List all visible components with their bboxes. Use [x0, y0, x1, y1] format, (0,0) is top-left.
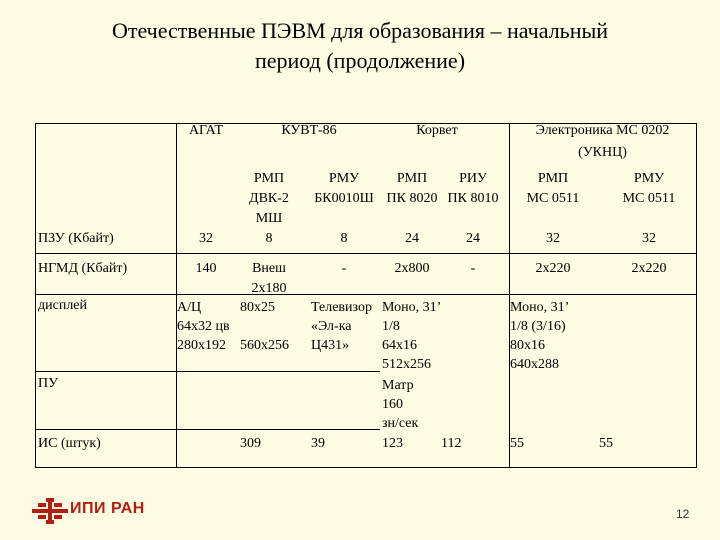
row-label-pu: ПУ [38, 376, 59, 391]
comparison-table [35, 123, 697, 468]
cell-display-agat-1: А/Ц [177, 300, 202, 315]
row-divider-pu-left [35, 371, 380, 372]
cell-ngmd-kuvt-rmp-1: Внеш [252, 261, 286, 276]
cell-display-korvet-1: Моно, 31’ [382, 300, 442, 315]
cell-display-el-1: Моно, 31’ [510, 300, 570, 315]
cell-is-korvet-riu: 112 [441, 436, 462, 451]
cell-is-korvet-rmp: 123 [382, 436, 403, 451]
cell-pzu-agat: 32 [199, 231, 213, 246]
ipi-ran-logo-icon [30, 496, 70, 526]
cell-display-kuvt-rmu-2: «Эл-ка [311, 319, 352, 334]
cell-ngmd-el-rmu: 2х220 [631, 261, 667, 276]
cell-is-el-rmu: 55 [599, 436, 613, 451]
cell-display-kuvt-rmu-1: Телевизор [311, 300, 372, 315]
cell-is-kuvt-rmu: 39 [311, 436, 325, 451]
sub-kuvt-rmp-3: МШ [255, 211, 283, 226]
cell-display-el-3: 80х16 [510, 338, 545, 353]
row-label-pzu: ПЗУ (Кбайт) [38, 231, 114, 246]
col-divider-agat [176, 123, 177, 468]
sub-korvet-riu-1: РИУ [459, 171, 487, 186]
sub-el-rmu-2: МС 0511 [622, 191, 676, 206]
cell-display-korvet-3: 64х16 [382, 338, 417, 353]
row-divider-pzu [35, 253, 697, 254]
cell-pu-korvet-1: Матр [382, 378, 414, 393]
row-label-display: дисплей [38, 298, 88, 313]
cell-pzu-el-rmp: 32 [546, 231, 560, 246]
header-elektronika: Электроника МС 0202 [535, 123, 670, 138]
cell-ngmd-korvet-rmp: 2х800 [394, 261, 430, 276]
cell-display-agat-2: 64х32 цв [177, 319, 230, 334]
row-divider-is-left [35, 429, 380, 430]
cell-display-korvet-2: 1/8 [382, 319, 400, 334]
table-border-right [696, 123, 697, 468]
slide-title-line-2: период (продолжение) [254, 48, 466, 73]
row-label-ngmd: НГМД (Кбайт) [38, 261, 128, 276]
cell-pzu-korvet-rmp: 24 [405, 231, 419, 246]
sub-kuvt-rmu-1: РМУ [328, 171, 360, 186]
cell-is-kuvt-rmp: 309 [240, 436, 261, 451]
cell-display-el-4: 640х288 [510, 357, 559, 372]
cell-is-el-rmp: 55 [510, 436, 524, 451]
cell-ngmd-agat: 140 [195, 261, 217, 276]
cell-ngmd-kuvt-rmu: - [341, 261, 347, 276]
cell-ngmd-korvet-riu: - [470, 261, 476, 276]
cell-pu-korvet-3: зн/сек [382, 416, 419, 431]
sub-el-rmp-1: РМП [537, 171, 569, 186]
row-divider-ngmd [35, 294, 697, 295]
cell-pzu-kuvt-rmu: 8 [340, 231, 348, 246]
header-elektronika-sub: (УКНЦ) [578, 145, 627, 160]
table-border-left [35, 123, 36, 468]
sub-kuvt-rmp-1: РМП [253, 171, 285, 186]
page-number: 12 [676, 507, 690, 521]
table-border-bottom [35, 467, 697, 468]
cell-pzu-korvet-riu: 24 [466, 231, 480, 246]
cell-pu-korvet-2: 160 [382, 397, 403, 412]
cell-ngmd-el-rmp: 2х220 [535, 261, 571, 276]
row-label-is: ИС (штук) [38, 436, 101, 451]
sub-el-rmu-1: РМУ [633, 171, 665, 186]
header-korvet: Корвет [416, 123, 458, 138]
sub-el-rmp-2: МС 0511 [526, 191, 580, 206]
cell-ngmd-kuvt-rmp-2: 2х180 [251, 281, 287, 296]
sub-korvet-rmp-1: РМП [396, 171, 428, 186]
sub-kuvt-rmp-2: ДВК-2 [249, 191, 289, 206]
cell-display-kuvt-rmp-3: 560х256 [240, 338, 289, 353]
logo-text: ИПИ РАН [70, 500, 145, 517]
slide-title-line-1: Отечественные ПЭВМ для образования – начальный [111, 18, 609, 43]
cell-pzu-kuvt-rmp: 8 [265, 231, 273, 246]
cell-display-kuvt-rmp-1: 80х25 [240, 300, 275, 315]
header-agat: АГАТ [188, 123, 224, 138]
cell-pzu-el-rmu: 32 [642, 231, 656, 246]
cell-display-agat-3: 280х192 [177, 338, 226, 353]
cell-display-kuvt-rmu-3: Ц431» [311, 338, 350, 353]
cell-display-korvet-4: 512х256 [382, 357, 431, 372]
sub-korvet-riu-2: ПК 8010 [447, 191, 499, 206]
cell-display-el-2: 1/8 (3/16) [510, 319, 566, 334]
sub-kuvt-rmu-2: БК0010Ш [314, 191, 374, 206]
header-kuvt86: КУВТ-86 [281, 123, 337, 138]
sub-korvet-rmp-2: ПК 8020 [386, 191, 438, 206]
col-divider-elektronika [509, 123, 510, 468]
